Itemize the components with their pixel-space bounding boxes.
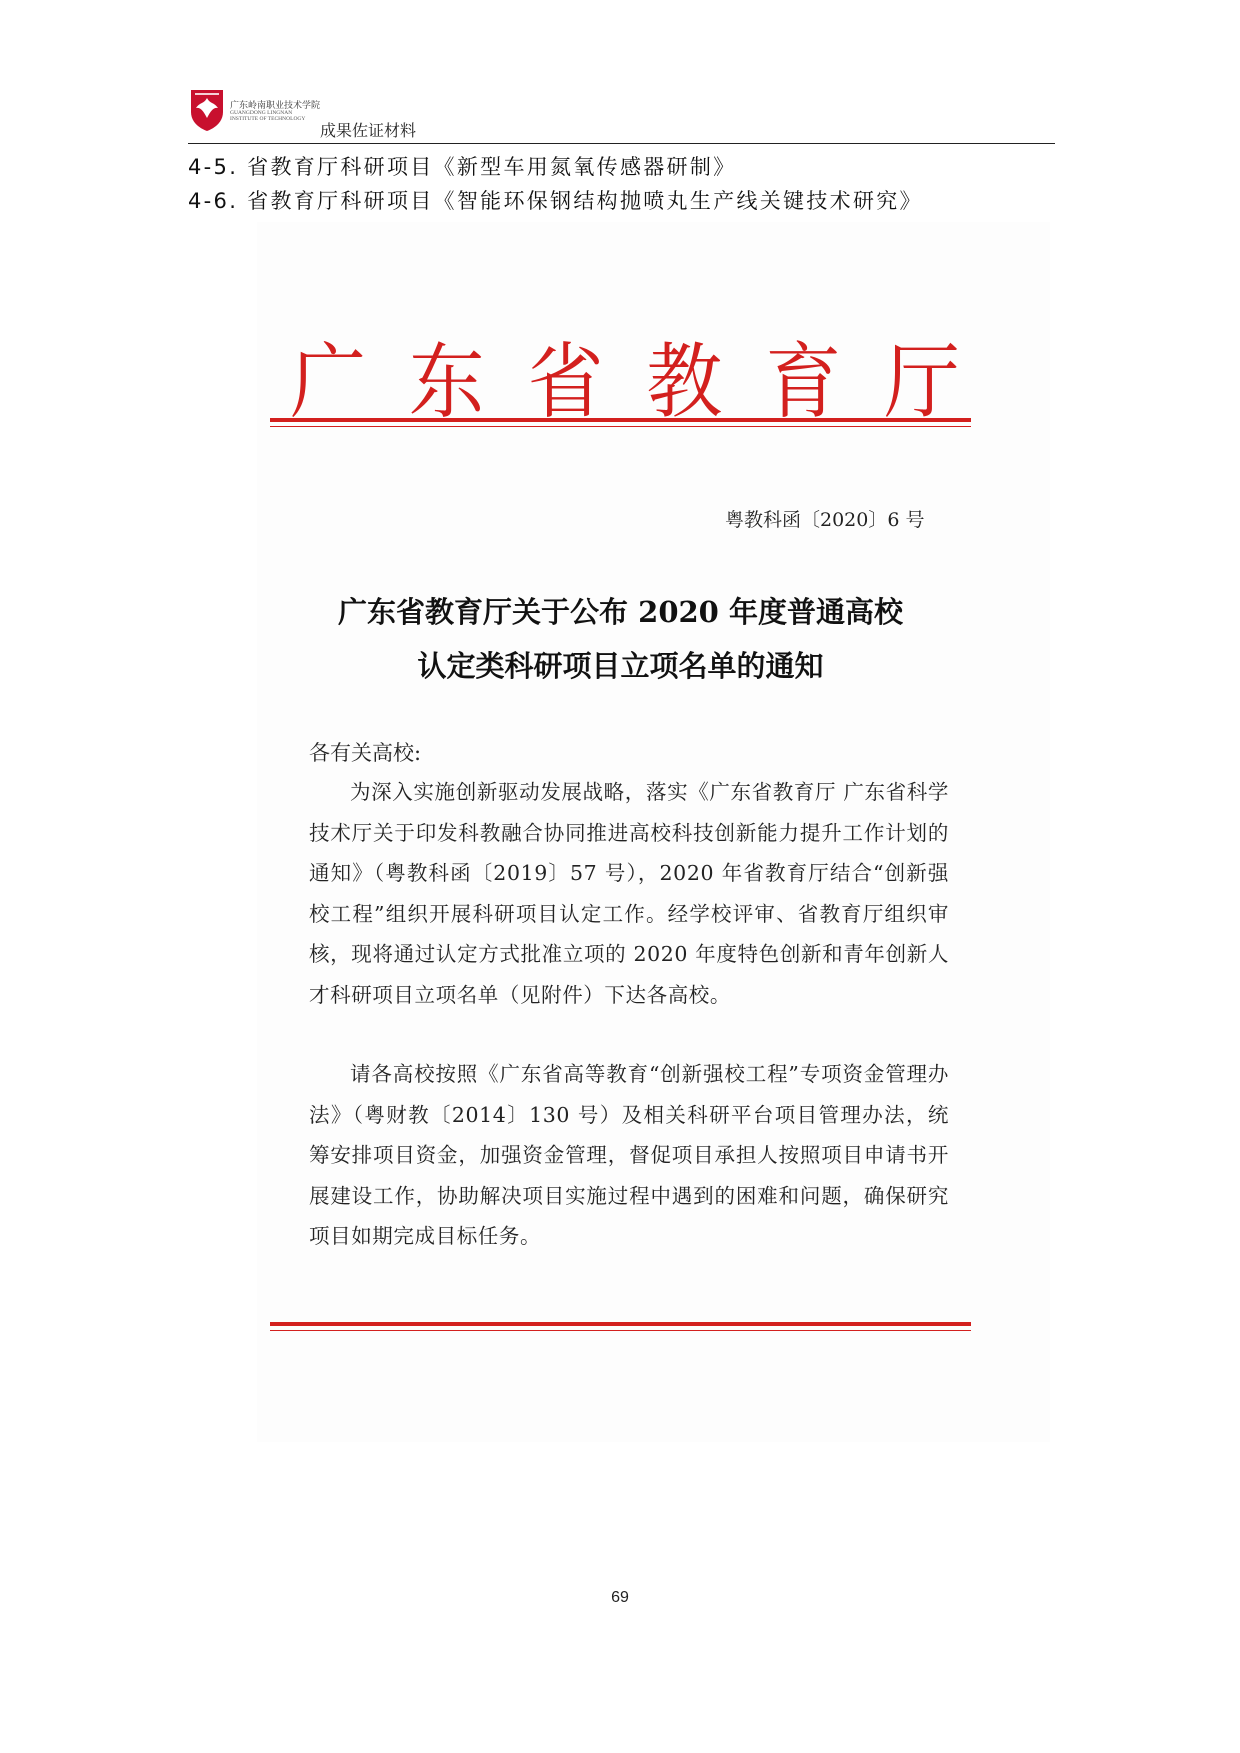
body-paragraph-1: 为深入实施创新驱动发展战略，落实《广东省教育厅 广东省科学技术厅关于印发科教融合协同推进高校科技创新能力提升工作计划的通知》（粤教科函〔2019〕57 号），2020 年省教育厅结合“创新强校工程”组织开展科研项目认定工作。经学校评审、省教育厅组织审核，现将通过认定方式批准立项的 2020 年度特色创新和青年创新人才科研项目立项名单（见附件）下达各高校。 <box>309 780 949 1007</box>
college-shield-logo-icon <box>189 88 225 132</box>
evidence-item-4-6: 4-6. 省教育厅科研项目《智能环保钢结构抛喷丸生产线关键技术研究》 <box>188 189 923 213</box>
document-number: 粤教科函〔2020〕6 号 <box>725 509 925 531</box>
masthead-char: 育 <box>765 333 842 430</box>
evidence-item-4-5: 4-5. 省教育厅科研项目《新型车用氮氧传感器研制》 <box>188 155 737 179</box>
header-divider <box>188 143 1055 144</box>
masthead-char: 省 <box>527 333 604 430</box>
document-title-line1: 广东省教育厅关于公布 2020 年度普通高校 <box>338 595 903 629</box>
salutation: 各有关高校: <box>309 741 422 765</box>
college-name-cn: 广东岭南职业技术学院 <box>230 101 321 111</box>
masthead-char: 教 <box>646 333 723 430</box>
college-name-en: GUANGDONG LINGNAN INSTITUTE OF TECHNOLOGY <box>230 110 306 122</box>
page-number: 69 <box>611 1589 629 1606</box>
red-divider-top <box>270 418 971 422</box>
red-divider-bottom-thin <box>270 1330 971 1331</box>
masthead-char: 厅 <box>883 333 960 430</box>
document-title-line2: 认定类科研项目立项名单的通知 <box>417 649 824 683</box>
masthead-char: 东 <box>408 333 485 430</box>
body-paragraph-2: 请各高校按照《广东省高等教育“创新强校工程”专项资金管理办法》（粤财教〔2014〕130 号）及相关科研平台项目管理办法，统筹安排项目资金，加强资金管理，督促项目承担人按照项目申请书开展建设工作，协助解决项目实施过程中遇到的困难和问题，确保研究项目如期完成目标任务。 <box>309 1062 949 1248</box>
header-caption: 成果佐证材料 <box>320 121 417 140</box>
masthead-char: 广 <box>290 333 366 430</box>
red-divider-top-thin <box>270 426 971 427</box>
red-divider-bottom <box>270 1322 971 1326</box>
masthead <box>290 332 960 432</box>
